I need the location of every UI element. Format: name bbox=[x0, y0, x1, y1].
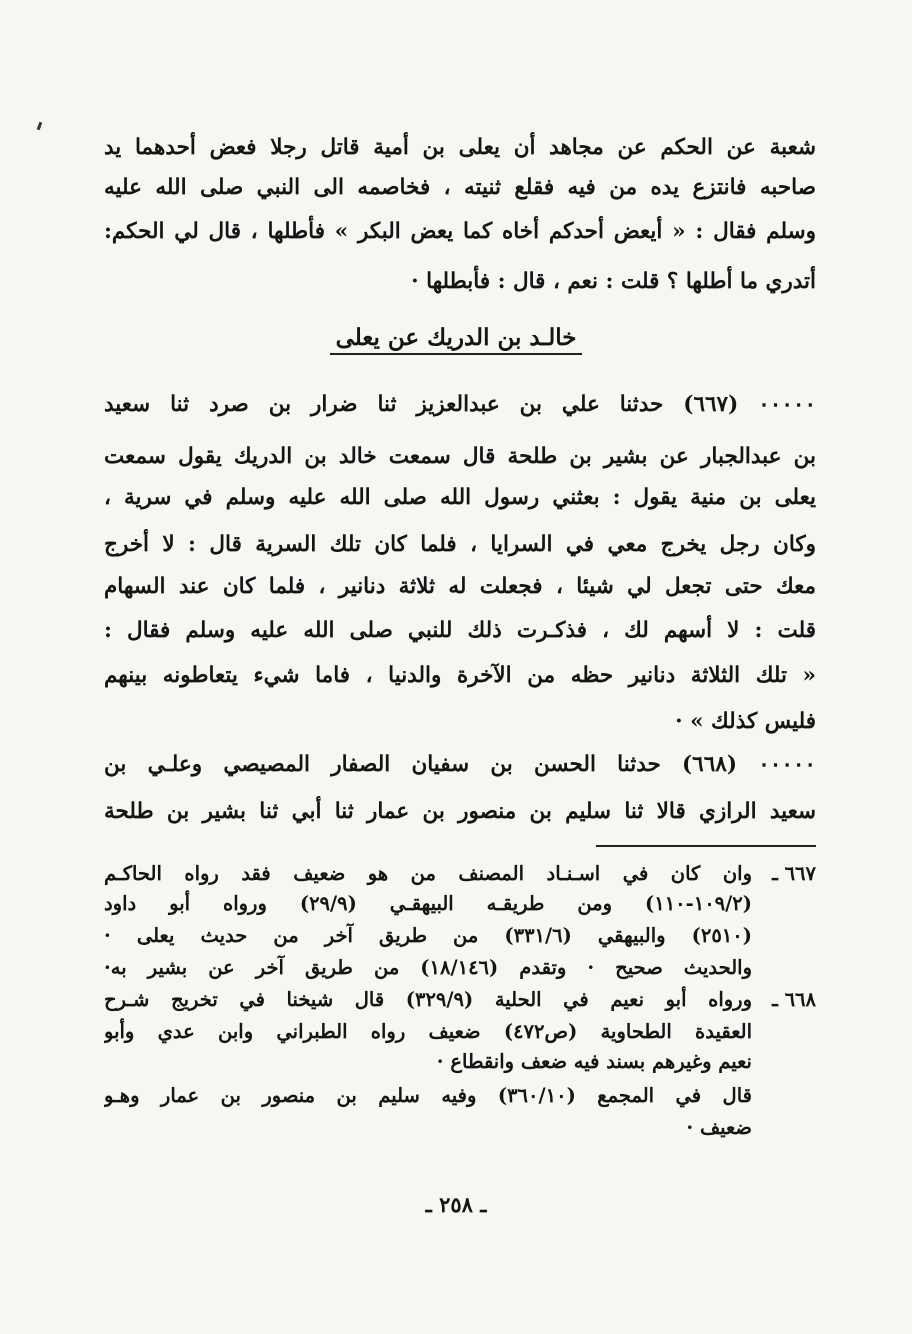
footnote-668-line-4: قال في المجمع (٣٦٠/١٠) وفيه سليم بن منصور بن عمار وهـو bbox=[104, 1084, 752, 1107]
footnote-667-line-3: (٢٥١٠) والبيهقي (٣٣١/٦) من طريق آخر من حديث يعلى · bbox=[104, 924, 752, 947]
top-paragraph-line-4: أتدري ما أطلها ؟ قلت : نعم ، قال : فأبطلها · bbox=[411, 269, 816, 294]
footnote-668-line-5: ضعيف · bbox=[686, 1116, 752, 1139]
hadith-667-line-6: قلت : لا أسهم لك ، فذكـرت ذلك للنبي صلى الله عليه وسلم فقال : bbox=[104, 618, 816, 643]
footnote-667-line-2: (١٠٩/٢-١١٠) ومن طريقـه البيهقـي (٢٩/٩) ورواه أبو داود bbox=[104, 892, 752, 915]
section-heading-text: خالـد بن الدريك عن يعلى bbox=[330, 324, 583, 355]
footnote-divider bbox=[596, 845, 816, 847]
footnote-668-line-1: ورواه أبو نعيم في الحلية (٣٢٩/٩) قال شيخنا في تخريج شـرح bbox=[104, 988, 752, 1011]
footnote-667-line-1: وان كان في اسـنـاد المصنف من هو ضعيف فقد رواه الحاكـم bbox=[104, 862, 752, 885]
page-number bbox=[0, 1192, 912, 1217]
hadith-667-line-3: يعلى بن منية يقول : بعثني رسول الله صلى الله عليه وسلم في سرية ، bbox=[104, 485, 816, 510]
hadith-668-line-2: سعيد الرازي قالا ثنا سليم بن منصور بن عمار ثنا أبي ثنا بشير بن طلحة bbox=[104, 799, 816, 824]
hadith-667-line-8: فليس كذلك » · bbox=[675, 709, 816, 734]
top-paragraph-line-1: شعبة عن الحكم عن مجاهد أن يعلى بن أمية قاتل رجلا فعض أحدهما يد bbox=[104, 135, 816, 160]
hadith-667-line-2: بن عبدالجبار عن بشير بن طلحة قال سمعت خالد بن الدريك يقول سمعت bbox=[104, 444, 816, 469]
footnote-667-number: ٦٦٧ ـ bbox=[772, 862, 816, 885]
footnote-667-line-4: والحديث صحيح · وتقدم (١٨/١٤٦) من طريق آخر عن بشير به· bbox=[104, 956, 752, 979]
hadith-667-line-5: معك حتى تجعل لي شيئا ، فجعلت له ثلاثة دنانير ، فلما كان عند السهام bbox=[104, 574, 816, 599]
top-paragraph-line-3: وسلم فقال : « أيعض أحدكم أخاه كما يعض البكر » فأطلها ، قال لي الحكم: bbox=[104, 219, 816, 244]
footnote-668-line-3: نعيم وغيرهم بسند فيه ضعف وانقطاع · bbox=[436, 1050, 752, 1073]
hadith-667-line-7: « تلك الثلاثة دنانير حظه من الآخرة والدنيا ، فاما شيء يتعاطونه بينهم bbox=[104, 663, 816, 688]
page-number-text: ـ ٢٥٨ ـ bbox=[425, 1192, 487, 1217]
section-heading bbox=[0, 318, 912, 358]
footnote-668-line-2: العقيدة الطحاوية (ص٤٧٢) ضعيف رواه الطبراني وابن عدي وأبو bbox=[104, 1020, 752, 1043]
hadith-667-line-1: ٠٠٠٠٠ (٦٦٧) حدثنا علي بن عبدالعزيز ثنا ضرار بن صرد ثنا سعيد bbox=[104, 392, 816, 417]
hadith-668-line-1: ٠٠٠٠٠ (٦٦٨) حدثنا الحسن بن سفيان الصفار المصيصي وعلـي بن bbox=[104, 752, 816, 777]
top-paragraph-line-2: صاحبه فانتزع يده من فيه فقلع ثنيته ، فخاصمه الى النبي صلى الله عليه bbox=[104, 175, 816, 200]
footnote-668-number: ٦٦٨ ـ bbox=[772, 988, 816, 1011]
scan-speck bbox=[37, 122, 43, 131]
hadith-667-line-4: وكان رجل يخرج معي في السرايا ، فلما كان تلك السرية قال : لا أخرج bbox=[104, 532, 816, 557]
